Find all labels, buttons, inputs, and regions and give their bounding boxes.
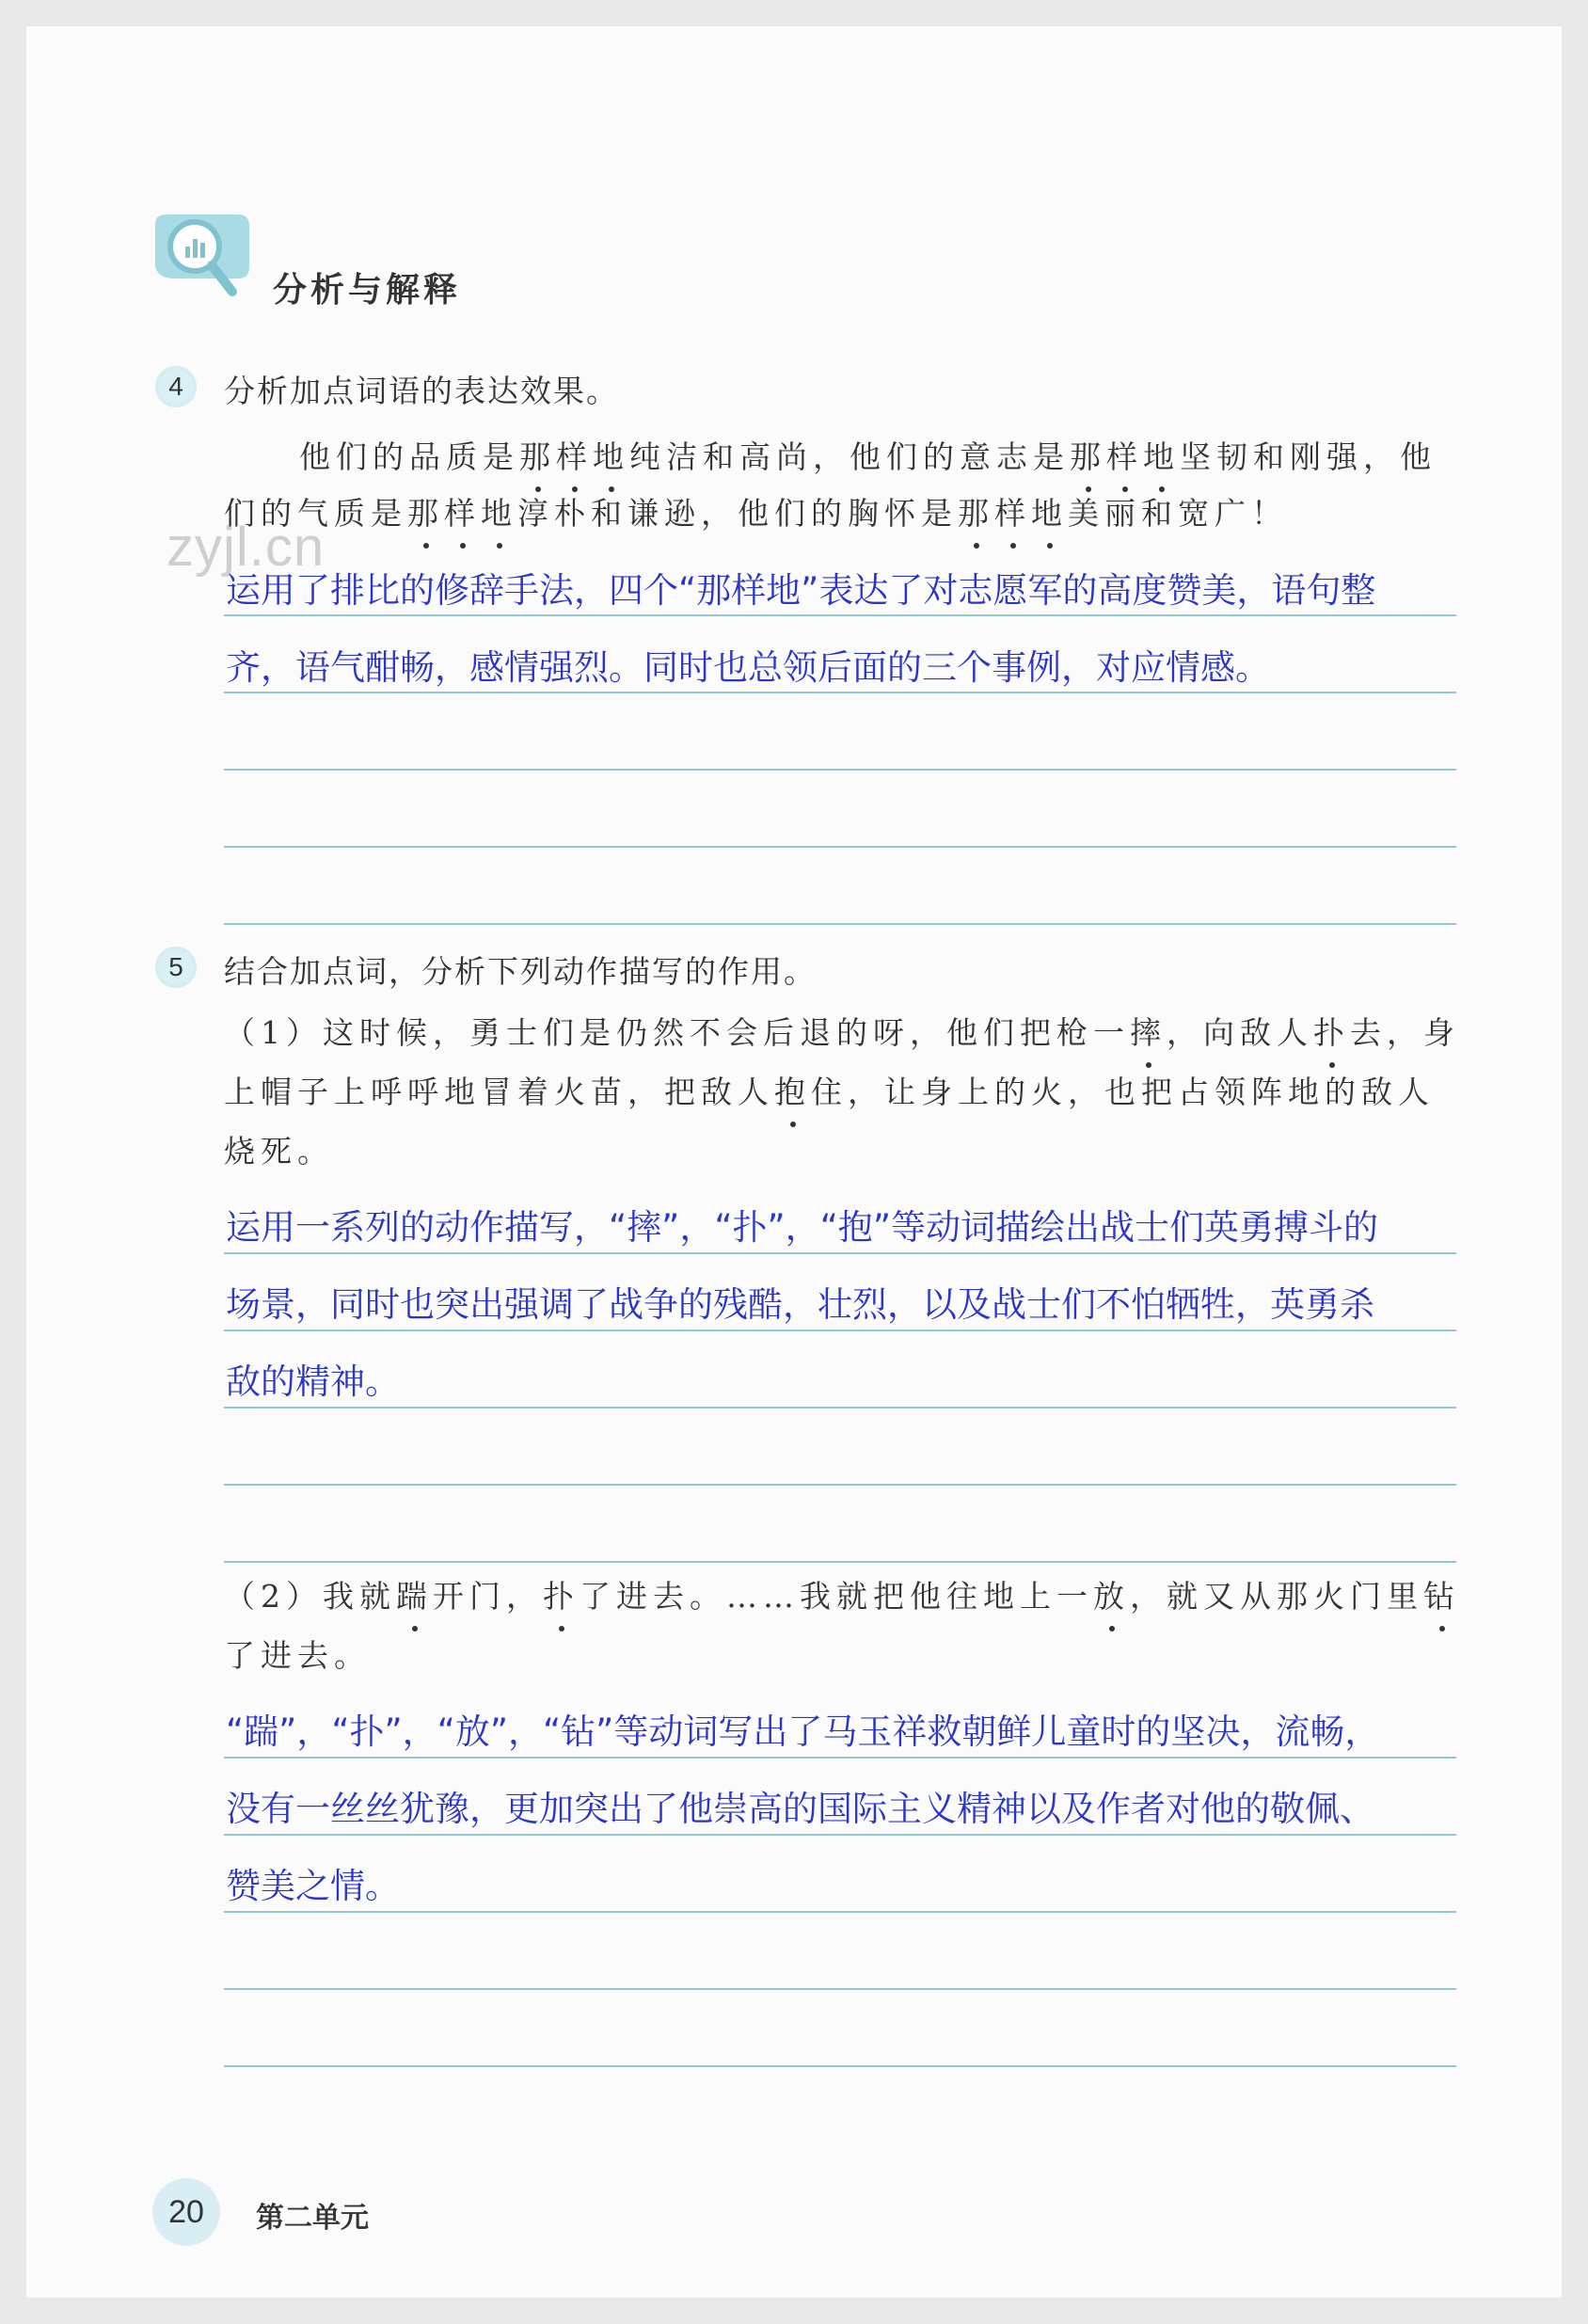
answer-rule [224, 1252, 1456, 1254]
passage-text: 纯洁和高尚，他们的意志是 [629, 438, 1070, 475]
answer-rule [224, 1484, 1456, 1486]
passage-text: 淳朴和谦逊，他们的胸怀是 [517, 495, 958, 532]
passage-text: （2）我就 [224, 1578, 396, 1615]
answer-rule [224, 1561, 1456, 1563]
passage-line: 了进去。 [224, 1637, 371, 1674]
section-title: 分析与解释 [273, 271, 462, 310]
answer-rule [224, 1329, 1456, 1331]
answer-rule [224, 923, 1456, 925]
dotted-word: 踹 [396, 1568, 433, 1626]
passage-line [299, 428, 1475, 486]
passage-text: 坚韧和刚强，他 [1180, 438, 1437, 475]
passage-text: 了进去。……我就把他往地上一 [580, 1578, 1093, 1615]
dotted-word: 抱 [774, 1063, 811, 1122]
passage-line [224, 485, 1475, 543]
passage-text: 住，让身上的火，也把占领阵地的敌人 [811, 1074, 1435, 1110]
answer-rule [224, 2065, 1456, 2067]
unit-label: 第二单元 [256, 2202, 369, 2235]
dotted-word: 地 [593, 428, 629, 486]
dotted-word: 地 [481, 485, 517, 543]
passage-text: 美丽和宽广！ [1068, 495, 1288, 532]
dotted-word: 样 [444, 485, 481, 543]
answer-rule [224, 846, 1456, 848]
passage-line [224, 1004, 1485, 1062]
passage-text: 们的气质是 [224, 495, 407, 532]
dotted-word: 放 [1093, 1568, 1130, 1626]
dotted-word: 那 [407, 485, 444, 543]
question-prompt: 结合加点词，分析下列动作描写的作用。 [224, 953, 817, 990]
answer-rule [224, 1911, 1456, 1913]
page-number: 20 [152, 2178, 220, 2246]
dotted-word: 摔 [1130, 1004, 1167, 1062]
dotted-word: 样 [994, 485, 1031, 543]
answer-rule [224, 769, 1456, 771]
question-number-badge: 5 [155, 947, 197, 988]
magnifier-chart-icon [146, 209, 259, 310]
dotted-word: 扑 [1313, 1004, 1350, 1062]
answer-text: 敌的精神。 [226, 1361, 400, 1402]
dotted-word: 那 [958, 485, 994, 543]
passage-text: （1）这时候，勇士们是仍然不会后退的呀，他们把枪一 [224, 1014, 1130, 1051]
answer-text: “踹”，“扑”，“放”，“钻”等动词写出了马玉祥救朝鲜儿童时的坚决，流畅， [226, 1711, 1380, 1752]
answer-rule [224, 614, 1456, 616]
answer-text: 没有一丝丝犹豫，更加突出了他崇高的国际主义精神以及作者对他的敬佩、 [226, 1789, 1374, 1829]
dotted-word: 样 [556, 428, 593, 486]
passage-text: ，就又从那火门里 [1130, 1578, 1423, 1615]
answer-text: 运用了排比的修辞手法，四个“那样地”表达了对志愿军的高度赞美，语句整 [226, 570, 1376, 611]
answer-rule [224, 1757, 1456, 1759]
dotted-word: 地 [1031, 485, 1068, 543]
answer-rule [224, 1988, 1456, 1990]
dotted-word: 钻 [1423, 1568, 1460, 1626]
passage-text: 他们的品质是 [299, 438, 519, 475]
dotted-word: 那 [1070, 428, 1106, 486]
dotted-word: 地 [1143, 428, 1180, 486]
question-number-badge: 4 [155, 366, 197, 407]
question-prompt: 分析加点词语的表达效果。 [224, 373, 619, 409]
passage-text: ，向敌人 [1167, 1014, 1313, 1051]
passage-line: 烧死。 [224, 1133, 334, 1170]
dotted-word: 样 [1106, 428, 1143, 486]
answer-text: 运用一系列的动作描写，“摔”，“扑”，“抱”等动词描绘出战士们英勇搏斗的 [226, 1207, 1379, 1248]
answer-rule [224, 1834, 1456, 1836]
answer-text: 赞美之情。 [226, 1866, 400, 1906]
answer-rule [224, 1407, 1456, 1409]
watermark: zyjl.cn [167, 517, 326, 578]
passage-text: 去，身 [1350, 1014, 1460, 1051]
passage-line [224, 1568, 1485, 1626]
passage-text: 上帽子上呼呼地冒着火苗，把敌人 [224, 1074, 774, 1110]
dotted-word: 那 [519, 428, 556, 486]
answer-text: 齐，语气酣畅，感情强烈。同时也总领后面的三个事例，对应情感。 [226, 647, 1270, 688]
passage-line [224, 1063, 1485, 1122]
dotted-word: 扑 [543, 1568, 580, 1626]
answer-rule [224, 692, 1456, 693]
passage-text: 开门， [433, 1578, 543, 1615]
answer-text: 场景，同时也突出强调了战争的残酷，壮烈，以及战士们不怕牺牲，英勇杀 [226, 1284, 1374, 1325]
